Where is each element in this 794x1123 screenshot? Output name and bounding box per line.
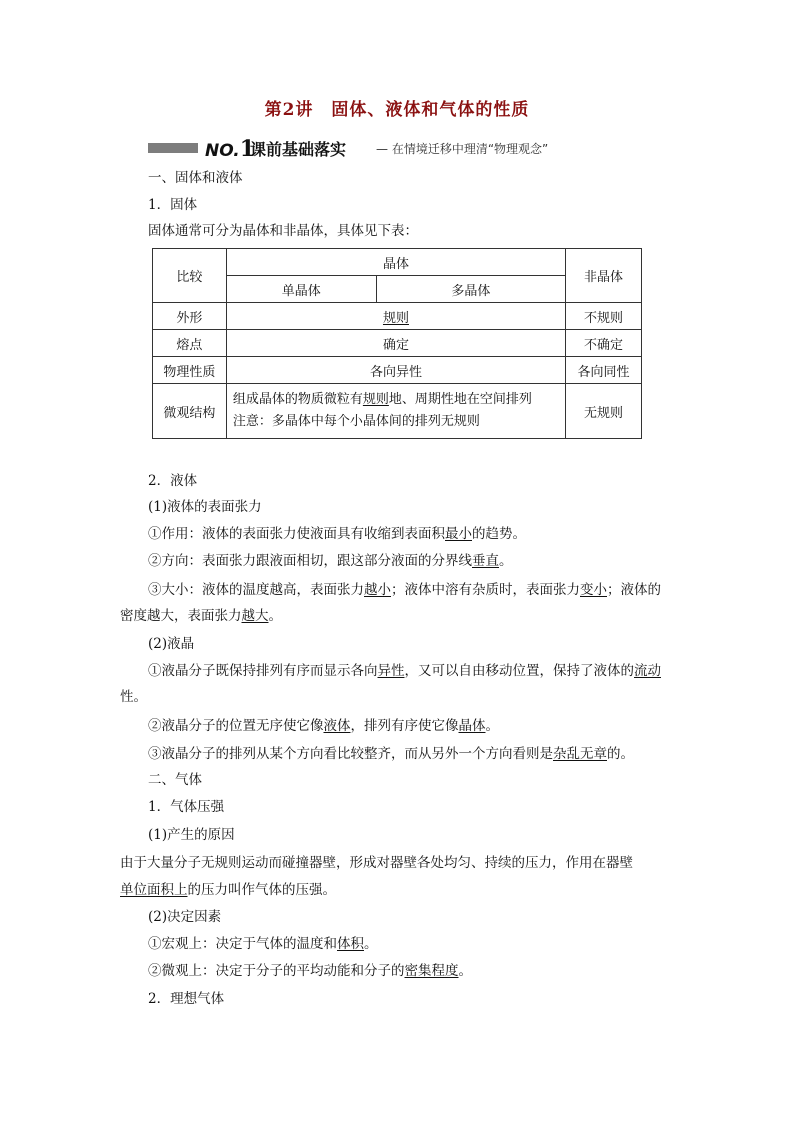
table-row [153, 303, 642, 330]
paragraph: 密度越大，表面张力越大。 [120, 608, 282, 624]
table-cell-label: 熔点 [153, 330, 227, 357]
banner-number: NO.1 [205, 136, 256, 162]
paragraph: ①宏观上：决定于气体的温度和体积。 [148, 936, 378, 952]
paragraph: ②方向：表面张力跟液面相切，跟这部分液面的分界线垂直。 [148, 553, 513, 569]
table-cell-crystal: 各向异性 [226, 357, 565, 384]
table-header-crystal: 晶体 [226, 249, 565, 276]
table-cell-amorphous: 不确定 [566, 330, 642, 357]
solid-intro: 固体通常可分为晶体和非晶体，具体见下表： [148, 223, 418, 239]
table-header-amorphous: 非晶体 [566, 249, 642, 303]
paragraph: ②液晶分子的位置无序使它像液体，排列有序使它像晶体。 [148, 718, 499, 734]
paragraph: 单位面积上的压力叫作气体的压强。 [120, 882, 336, 898]
subheading-gas-pressure: 1．气体压强 [148, 799, 225, 815]
banner-title: 课前基础落实 [250, 140, 347, 159]
banner-subtitle: — 在情境迁移中理清“物理观念” [376, 142, 549, 156]
table-header-poly: 多晶体 [376, 276, 566, 303]
table-header-compare: 比较 [153, 249, 227, 303]
table-cell-label: 物理性质 [153, 357, 227, 384]
banner-bar [148, 143, 198, 153]
table-cell-amorphous: 无规则 [566, 384, 642, 439]
subheading-ideal-gas: 2．理想气体 [148, 991, 225, 1007]
section-heading-gas: 二、气体 [148, 772, 202, 788]
table-cell-crystal: 确定 [226, 330, 565, 357]
subheading-liquid: 2．液体 [148, 473, 198, 489]
table-row [153, 384, 642, 439]
paragraph: ②微观上：决定于分子的平均动能和分子的密集程度。 [148, 963, 472, 979]
paragraph: ①作用：液体的表面张力使液面具有收缩到表面积最小的趋势。 [148, 526, 526, 542]
paragraph: ③大小：液体的温度越高，表面张力越小；液体中溶有杂质时，表面张力变小；液体的 [148, 582, 661, 598]
table-cell-micro-structure: 组成晶体的物质微粒有规则地、周期性地在空间排列 注意：多晶体中每个小晶体间的排列无规则 [226, 384, 565, 439]
crystal-comparison-table [152, 248, 642, 439]
table-cell-label: 微观结构 [153, 384, 227, 439]
table-row [153, 357, 642, 384]
subheading-cause: (1)产生的原因 [148, 827, 235, 843]
table-cell-crystal: 规则 [226, 303, 565, 330]
subheading-factors: (2)决定因素 [148, 909, 222, 925]
paragraph: ①液晶分子既保持排列有序而显示各向异性，又可以自由移动位置，保持了液体的流动 [148, 663, 661, 679]
table-cell-amorphous: 各向同性 [566, 357, 642, 384]
section-banner [148, 136, 668, 160]
paragraph: ③液晶分子的排列从某个方向看比较整齐，而从另外一个方向看则是杂乱无章的。 [148, 746, 634, 762]
paragraph: 性。 [120, 689, 147, 705]
table-row [153, 249, 642, 276]
section-heading-solid-liquid: 一、固体和液体 [148, 170, 243, 186]
page-title: 第2讲 固体、液体和气体的性质 [264, 100, 530, 120]
table-row [153, 330, 642, 357]
paragraph: 由于大量分子无规则运动而碰撞器壁，形成对器壁各处均匀、持续的压力，作用在器壁 [120, 855, 633, 871]
table-cell-label: 外形 [153, 303, 227, 330]
table-cell-amorphous: 不规则 [566, 303, 642, 330]
table-header-single: 单晶体 [226, 276, 376, 303]
subheading-solid: 1．固体 [148, 197, 198, 213]
subheading-surface-tension: (1)液体的表面张力 [148, 499, 262, 515]
subheading-liquid-crystal: (2)液晶 [148, 636, 195, 652]
